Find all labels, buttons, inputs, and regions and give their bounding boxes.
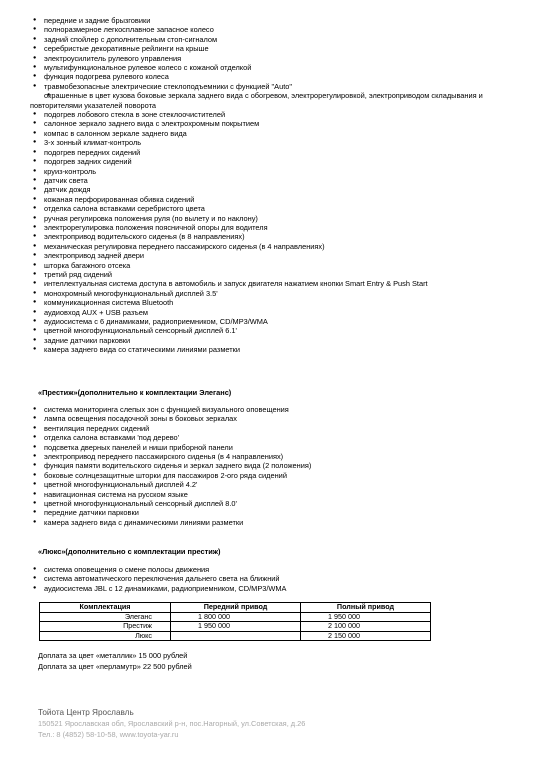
- list-item: ● цветной многофункциональный сенсорный дисплей 6.1': [30, 326, 520, 335]
- list-item: ● электроусилитель рулевого управления: [30, 54, 520, 63]
- list-item: ● полноразмерное легкосплавное запасное колесо: [30, 25, 520, 34]
- footer-contacts: Тел.: 8 (4852) 58-10-58, www.toyota-yar.ru: [38, 730, 179, 739]
- list-item: ● третий ряд сидений: [30, 270, 520, 279]
- list-item: ● окрашенные в цвет кузова боковые зеркала заднего вида с обогревом, электрорегулировкой, электроприводом складывания и повторителями указателей поворота: [30, 91, 520, 110]
- column-header: Комплектация: [40, 603, 171, 613]
- list-item: ● отделка салона вставками серебристого цвета: [30, 204, 520, 213]
- extra-charge-pearl: Доплата за цвет «перламутр» 22 500 рублей: [38, 662, 192, 671]
- list-item: ● коммуникационная система Bluetooth: [30, 298, 520, 307]
- table-cell: Люкс: [40, 631, 171, 641]
- table-cell: 2 150 000: [301, 631, 431, 641]
- table-cell: Элеганс: [40, 612, 171, 622]
- lux-features-list: [30, 565, 500, 593]
- column-header: Полный привод: [301, 603, 431, 613]
- list-item: ● подогрев лобового стекла в зоне стеклоочистителей: [30, 110, 520, 119]
- list-item: ● серебристые декоративные рейлинги на крыше: [30, 44, 520, 53]
- list-item: ● функция подогрева рулевого колеса: [30, 72, 520, 81]
- footer-company: Тойота Центр Ярославль: [38, 708, 134, 717]
- list-item: ● передние и задние брызговики: [30, 16, 520, 25]
- list-item: ● электропривод переднего пассажирского сиденья (в 4 направлениях): [30, 452, 500, 461]
- list-item: ● мультифункциональное рулевое колесо с кожаной отделкой: [30, 63, 520, 72]
- list-item: ● подогрев передних сидений: [30, 148, 520, 157]
- list-item: ● салонное зеркало заднего вида с электрохромным покрытием: [30, 119, 520, 128]
- table-header-row: [40, 603, 431, 613]
- extra-charge-metallic: Доплата за цвет «металлик» 15 000 рублей: [38, 651, 188, 660]
- table-cell: 1 800 000: [171, 612, 301, 622]
- list-item: ● 3-х зонный климат-контроль: [30, 138, 520, 147]
- table-cell: [171, 631, 301, 641]
- lux-heading: «Люкс»(дополнительно с комплектации престиж): [38, 547, 221, 556]
- prestige-features-list: [30, 405, 500, 527]
- list-item: ● навигационная система на русском языке: [30, 490, 500, 499]
- list-item: ● ручная регулировка положения руля (по вылету и по наклону): [30, 214, 520, 223]
- list-item: ● система мониторинга слепых зон с функцией визуального оповещения: [30, 405, 500, 414]
- table-row: [40, 622, 431, 632]
- list-item: ● камера заднего вида с динамическими линиями разметки: [30, 518, 500, 527]
- table-row: [40, 631, 431, 641]
- table-cell: Престиж: [40, 622, 171, 632]
- list-item: ● подсветка дверных панелей и ниши приборной панели: [30, 443, 500, 452]
- footer-address: 150521 Ярославская обл, Ярославский р-н, пос.Нагорный, ул.Советская, д.26: [38, 719, 306, 728]
- list-item: ● функция памяти водительского сиденья и зеркал заднего вида (2 положения): [30, 461, 500, 470]
- list-item: ● цветной многофункциональный сенсорный дисплей 8.0': [30, 499, 500, 508]
- list-item: ● аудиовход AUX + USB разъем: [30, 308, 520, 317]
- list-item: ● компас в салонном зеркале заднего вида: [30, 129, 520, 138]
- list-item: ● передние датчики парковки: [30, 508, 500, 517]
- list-item: ● аудиосистема с 6 динамиками, радиоприемником, CD/MP3/WMA: [30, 317, 520, 326]
- list-item: ● датчик света: [30, 176, 520, 185]
- list-item: ● монохромный многофункциональный дисплей 3.5': [30, 289, 520, 298]
- list-item: ● электропривод задней двери: [30, 251, 520, 260]
- table-cell: 1 950 000: [171, 622, 301, 632]
- prestige-heading: «Престиж»(дополнительно к комплектации Элеганс): [38, 388, 232, 397]
- list-item: ● цветной многофункциональный дисплей 4.2': [30, 480, 500, 489]
- list-item: ● датчик дождя: [30, 185, 520, 194]
- table-cell: 1 950 000: [301, 612, 431, 622]
- list-item: ● травмобезопасные электрические стеклоподъемники с функцией "Auto": [30, 82, 520, 91]
- list-item: ● система оповещения о смене полосы движения: [30, 565, 500, 574]
- list-item: ● вентиляция передних сидений: [30, 424, 500, 433]
- table-cell: 2 100 000: [301, 622, 431, 632]
- list-item: ● боковые солнцезащитные шторки для пассажиров 2-ого ряда сидений: [30, 471, 500, 480]
- list-item: ● отделка салона вставками 'под дерево': [30, 433, 500, 442]
- list-item: ● камера заднего вида со статическими линиями разметки: [30, 345, 520, 354]
- list-item: ● электрорегулировка положения поясничной опоры для водителя: [30, 223, 520, 232]
- list-item: ● электропривод водительского сиденья (в 8 направлениях): [30, 232, 520, 241]
- table-row: [40, 612, 431, 622]
- price-table: [39, 602, 431, 641]
- list-item: ● лампа освещения посадочной зоны в боковых зеркалах: [30, 414, 500, 423]
- base-features-list: [30, 16, 520, 355]
- list-item: ● кожаная перфорированная обивка сидений: [30, 195, 520, 204]
- list-item: ● круиз-контроль: [30, 167, 520, 176]
- list-item: ● механическая регулировка переднего пассажирского сиденья (в 4 направлениях): [30, 242, 520, 251]
- list-item: ● интеллектуальная система доступа в автомобиль и запуск двигателя нажатием кнопки Smart Entry & Push Start: [30, 279, 520, 288]
- list-item: ● задние датчики парковки: [30, 336, 520, 345]
- list-item: ● система автоматического переключения дальнего света на ближний: [30, 574, 500, 583]
- column-header: Передний привод: [171, 603, 301, 613]
- list-item: ● задний спойлер с дополнительным стоп-сигналом: [30, 35, 520, 44]
- list-item: ● подогрев задних сидений: [30, 157, 520, 166]
- list-item: ● аудиосистема JBL с 12 динамиками, радиоприемником, CD/MP3/WMA: [30, 584, 500, 593]
- list-item: ● шторка багажного отсека: [30, 261, 520, 270]
